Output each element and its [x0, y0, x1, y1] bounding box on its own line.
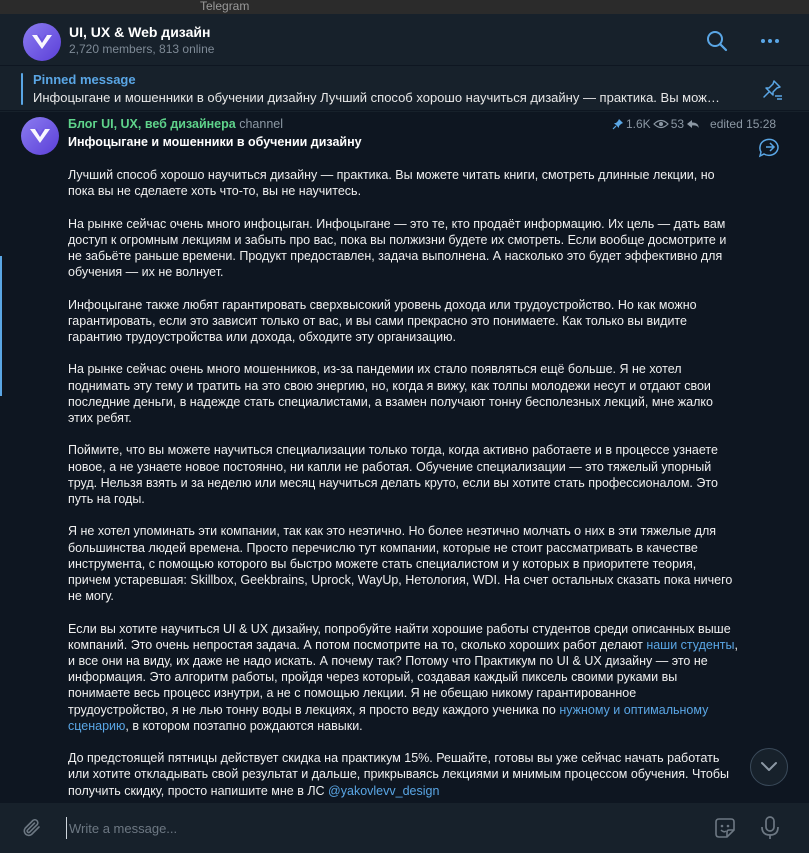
text-segment: Если вы хотите научиться UI & UX дизайну, попробуйте найти хорошие работы студентов среди описанных выше компаний. Это очень непростая задача. А потом посмотрите на то, сколько хороших работ делают [68, 621, 731, 652]
eye-icon [653, 118, 669, 130]
chat-title[interactable]: UI, UX & Web дизайн [69, 24, 211, 40]
message-meta [612, 117, 776, 131]
sticker-emoji-icon[interactable] [712, 815, 738, 841]
views-count: 1.6K [626, 117, 651, 131]
pinned-label: Pinned message [33, 72, 136, 87]
message-paragraph: Лучший способ хорошо научиться дизайну — практика. Вы можете читать книги, смотреть длинные лекции, но пока вы не сделаете хоть что-то, вы не научитесь. [68, 168, 715, 199]
edited-time: edited 15:28 [710, 117, 777, 131]
pinned-text: Инфоцыгане и мошенники в обучении дизайну Лучший способ хорошо научиться дизайну — практика. Вы мож… [33, 90, 720, 105]
author-mention-link[interactable]: @yakovlevv_design [328, 783, 440, 798]
message-paragraph [68, 750, 738, 799]
message-composer [0, 802, 809, 853]
chevron-down-icon [760, 761, 778, 773]
message-header [68, 117, 588, 131]
channel-type-label: channel [239, 117, 284, 131]
message-paragraph: На рынке сейчас очень много инфоцыган. Инфоцыгане — это те, кто продаёт информацию. Их цель — дать вам доступ к огромным лекциям и забыть про вас, пока вы полжизни будете их смотреть. Если вообще досмотрите и не забьёте раньше времени. Продукт предоставлен, задача выполнена. А насколько это будет эффективно для обучения — их не волнует. [68, 216, 727, 280]
logo-icon [31, 34, 53, 50]
message-paragraph [68, 621, 738, 734]
replies-count: 53 [670, 117, 685, 131]
microphone-icon[interactable] [759, 815, 781, 841]
text-segment: , в котором поэтапно рождаются навыки. [125, 718, 363, 733]
logo-icon [29, 128, 51, 144]
message-body [68, 167, 738, 802]
pinned-list-icon[interactable] [761, 78, 783, 100]
message-paragraph: Я не хотел упоминать эти компании, так как это неэтично. Но более неэтично молчать о них в эти тяжелые для большинства людей времена. Просто перечислю тут компании, которые не стоит рассматривать в качестве инструмента, с помощью которого вы быстро можете стать специалистом и у которых в приоритете теория, причем устаревшая: Skillbox, Geekbrains, Uprock, WayUp, Нетология, WDI. На счет остальных сказать пока ничего не могу. [68, 524, 733, 604]
pin-icon [612, 118, 624, 130]
selection-indicator [0, 256, 2, 396]
more-icon[interactable] [758, 29, 782, 53]
message-list[interactable] [0, 112, 809, 802]
message-paragraph: Поймите, что вы можете научиться специализации только тогда, когда активно работаете и в процессе узнаете новое, а не узнаете новое постоянно, ни капли не работая. Обучение специализации — это тяжелый упорный труд. Нельзя взять и за неделю или месяц научиться делать круто, если вы хотите стать профессионалом. Это путь на годы. [68, 443, 718, 506]
group-avatar[interactable] [23, 23, 61, 61]
message-title: Инфоцыгане и мошенники в обучении дизайну [68, 135, 362, 149]
message-paragraph: Инфоцыгане также любят гарантировать сверхвысокий уровень дохода или трудоустройство. Но как можно гарантировать, если это зависит только от вас, и вы сами прекрасно это понимаете. Как только вы видите гарантию трудоустройства или дохода, обходите эту организацию. [68, 297, 697, 344]
share-icon[interactable] [757, 136, 781, 158]
scroll-to-bottom-button[interactable] [750, 748, 788, 786]
pinned-indicator [21, 73, 23, 105]
students-link[interactable]: наши студенты [646, 637, 735, 652]
search-icon[interactable] [705, 29, 729, 53]
window-titlebar [0, 0, 809, 14]
chat-member-count: 2,720 members, 813 online [69, 42, 215, 56]
reply-icon [686, 118, 700, 130]
scenario-link[interactable]: нужному и оптимальному сценарию [68, 702, 709, 733]
channel-name[interactable]: Блог UI, UX, веб дизайнера [68, 117, 236, 131]
pinned-message-bar[interactable] [0, 67, 809, 111]
text-segment: , и все они на виду, их даже не надо искать. А почему так? Потому что Практикум по UI & UX дизайну — это не информация. Это алгоритм работы, пройдя через который, создавая каждый пиксель своими руками вы понимаете весь процесс изнутри, а не с помощью лекции. Я не обещаю никому гарантированное трудоустройство, я не лью тонну воды в лекциях, я просто веду каждого ученика по [68, 637, 738, 717]
chat-header[interactable] [0, 14, 809, 66]
window-title: Telegram [200, 0, 250, 13]
attach-icon[interactable] [20, 816, 44, 840]
message-paragraph: На рынке сейчас очень много мошенников, из-за пандемии их стало появляться ещё больше. Я не хотел поднимать эту тему и тратить на это свою энергию, но, когда я вижу, как толпы молодежи несут и отдают свои последние деньги, в надежде стать специалистами, а взамен получают тонну бесполезных лекций, мне жалко этих ребят. [68, 362, 713, 425]
channel-avatar[interactable] [21, 117, 59, 155]
message-input[interactable] [66, 817, 686, 839]
text-segment: До предстоящей пятницы действует скидка на практикум 15%. Решайте, готовы вы уже сейчас начать работать или хотите откладывать свой результат и дальше, прикрываясь лекциями и мнимым процессом обучения. Чтобы получить скидку, просто напишите мне в ЛС [68, 751, 730, 798]
